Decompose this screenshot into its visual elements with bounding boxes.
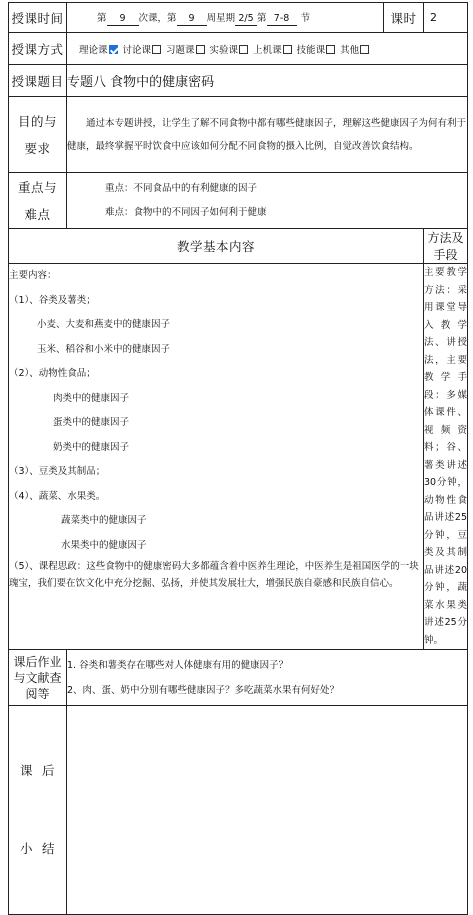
hours-value: 2 [424, 3, 468, 33]
mode-option-checkbox[interactable] [152, 45, 161, 54]
class-time-label: 授课时间 [9, 3, 67, 33]
week-number: 9 [177, 13, 207, 26]
goals-label: 目的与 要求 [9, 97, 67, 173]
section-4b: 水果类中的健康因子 [61, 539, 147, 551]
mode-option-label: 实验课 [209, 44, 239, 56]
teaching-mode-options [67, 33, 468, 65]
homework-q2: 2、肉、蛋、奶中分别有哪些健康因子？多吃蔬菜水果有何好处？ [67, 684, 340, 696]
row-content [9, 264, 468, 650]
mode-option-checkbox[interactable] [283, 45, 292, 54]
key-point: 重点：不同食品中的有利健康的因子 [105, 182, 258, 194]
content-intro: 主要内容： [9, 270, 57, 281]
mode-option-label: 其他 [340, 44, 360, 56]
key-points-label: 重点与 难点 [9, 173, 67, 229]
class-time-value [67, 3, 384, 33]
difficult-point: 难点：食物中的不同因子如何利于健康 [105, 206, 267, 218]
section-2: （2）、动物性食品； [9, 368, 96, 379]
section-1b: 玉米、稻谷和小米中的健康因子 [37, 343, 171, 355]
homework-q1: 1. 谷类和薯类存在哪些对人体健康有用的健康因子？ [67, 659, 289, 671]
weekday-text: 周星期 [206, 12, 236, 24]
hours-label: 课时 [384, 3, 424, 33]
section-4: （4）、蔬菜、水果类。 [9, 490, 106, 502]
topic-label: 授课题目 [9, 65, 67, 97]
period-value: 7-8 [267, 13, 297, 26]
content-header: 教学基本内容 [9, 229, 424, 264]
session-number: 9 [107, 13, 139, 26]
mode-option-checkbox[interactable] [326, 45, 335, 54]
methods-header: 方法及手段 [424, 229, 468, 264]
mode-option-checkbox[interactable] [109, 45, 118, 54]
row-summary [9, 706, 468, 915]
section-5: （5）、课程思政：这些食物中的健康密码大多都蕴含着中医养生理论，中医养生是祖国医学的一块瑰宝，我们要在饮文化中充分挖掘、弘扬，并使其发展壮大，增强民族自豪感和民族自信心。 [9, 561, 419, 589]
mode-option-label: 上机课 [253, 44, 282, 56]
row-key-points [9, 173, 468, 229]
row-teaching-mode [9, 33, 468, 65]
section-1a: 小麦、大麦和燕麦中的健康因子 [37, 319, 171, 330]
section-2a: 肉类中的健康因子 [53, 392, 130, 404]
weekday-value: 2/5 [235, 13, 257, 26]
key-points-text [67, 173, 468, 229]
week-prefix: 第 [97, 12, 107, 24]
summary-label: 课 后 小 结 [9, 706, 67, 915]
section-3: （3）、豆类及其制品； [9, 466, 106, 477]
period-suffix: 节 [300, 12, 311, 24]
homework-questions [67, 650, 468, 706]
lesson-plan-table [8, 2, 468, 915]
section-4a: 蔬菜类中的健康因子 [61, 515, 147, 526]
content-body [9, 264, 424, 650]
goals-text: 通过本专题讲授，让学生了解不同食物中都有哪些健康因子，理解这些健康因子为何有利于健康，最终掌握平时饮食中应该如何分配不同食物的摄入比例，自觉改善饮食结构。 [67, 97, 468, 173]
homework-label: 课后作业 与文献查 阅等 [9, 650, 67, 706]
mode-option-label: 理论课 [79, 44, 108, 56]
methods-text: 主要教学方法：采用课堂导入教学法、讲授法，主要教学手段：多媒体课件、视频资料；谷、薯类讲述30分钟，动物性食品讲述25分钟，豆类及其制品讲述20分钟，蔬菜水果类讲述25分钟。 [424, 264, 468, 650]
section-1: （1）、谷类及薯类； [9, 294, 96, 306]
mode-option-label: 习题课 [166, 44, 195, 56]
row-class-time [9, 3, 468, 33]
mode-option-checkbox[interactable] [196, 45, 205, 54]
row-goals [9, 97, 468, 173]
mode-option-checkbox[interactable] [239, 45, 248, 54]
summary-text [67, 706, 468, 915]
mode-option-label: 技能课 [296, 44, 326, 56]
row-topic [9, 65, 468, 97]
teaching-mode-label: 授课方式 [9, 33, 67, 65]
topic-title: 专题八 食物中的健康密码 [67, 65, 468, 97]
row-homework [9, 650, 468, 706]
week-suffix: 次课，第 [138, 12, 177, 24]
mode-option-checkbox[interactable] [360, 45, 369, 54]
section-2b: 蛋类中的健康因子 [53, 417, 130, 428]
period-prefix: 第 [257, 12, 267, 24]
mode-option-label: 讨论课 [122, 44, 152, 56]
section-2c: 奶类中的健康因子 [53, 441, 130, 453]
row-content-header [9, 229, 468, 264]
